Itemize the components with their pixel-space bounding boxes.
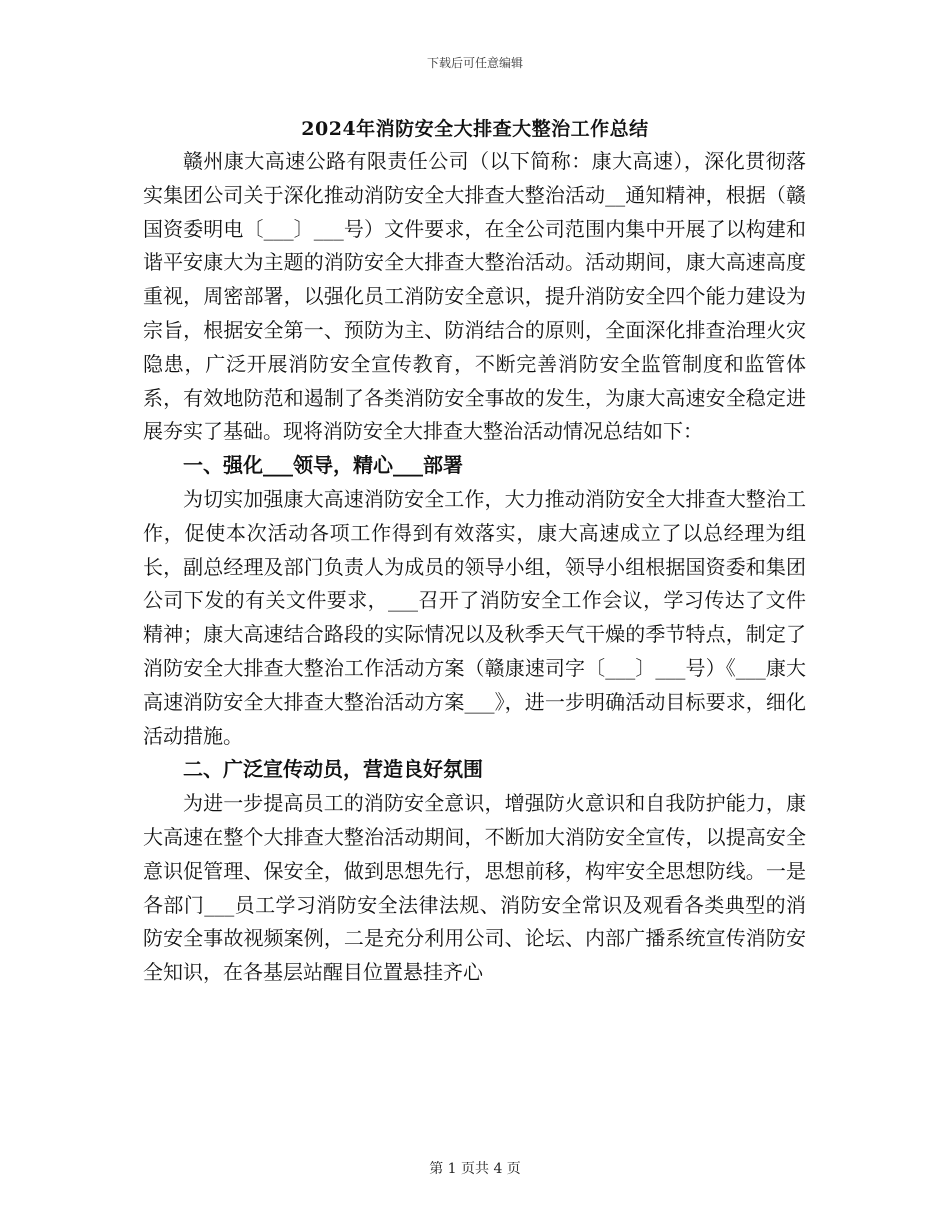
document-title: 2024年消防安全大排查大整治工作总结 bbox=[301, 118, 649, 140]
paragraph-intro: 赣州康大高速公路有限责任公司（以下简称：康大高速），深化贯彻落实集团公司关于深化推动消防安全大排查大整治活动__通知精神，根据（赣国资委明电〔___〕___号）文件要求，在全公司范围内集中开展了以构建和谐平安康大为主题的消防安全大排查大整治活动。活动期间，康大高速高度重视，周密部署，以强化员工消防安全意识，提升消防安全四个能力建设为宗旨，根据安全第一、预防为主、防消结合的原则，全面深化排查治理火灾隐患，广泛开展消防安全宣传教育，不断完善消防安全监管制度和监管体系，有效地防范和遏制了各类消防安全事故的发生，为康大高速安全稳定进展夯实了基础。现将消防安全大排查大整治活动情况总结如下： bbox=[143, 149, 806, 444]
document-body bbox=[143, 145, 806, 990]
paragraph-section-2: 为进一步提高员工的消防安全意识，增强防火意识和自我防护能力，康大高速在整个大排查大整治活动期间，不断加大消防安全宣传，以提高安全意识促管理、保安全，做到思想先行，思想前移，构牢安全思想防线。一是各部门___员工学习消防安全法律法规、消防安全常识及观看各类典型的消防安全事故视频案例，二是充分利用公司、论坛、内部广播系统宣传消防安全知识，在各基层站醒目位置悬挂齐心 bbox=[143, 791, 806, 985]
section-heading-1: 一、强化___领导，精心___部署 bbox=[183, 453, 463, 478]
page-number-footer: 第 1 页共 4 页 bbox=[429, 1161, 521, 1177]
header-note: 下载后可任意编辑 bbox=[426, 56, 523, 70]
section-heading-2: 二、广泛宣传动员，营造良好氛围 bbox=[183, 757, 483, 782]
paragraph-section-1: 为切实加强康大高速消防安全工作，大力推动消防安全大排查大整治工作，促使本次活动各项工作得到有效落实，康大高速成立了以总经理为组长，副总经理及部门负责人为成员的领导小组，领导小组根据国资委和集团公司下发的有关文件要求，___召开了消防安全工作会议，学习传达了文件精神；康大高速结合路段的实际情况以及秋季天气干燥的季节特点，制定了消防安全大排查大整治工作活动方案（赣康速司字〔___〕___号）《___康大高速消防安全大排查大整治活动方案___》，进一步明确活动目标要求，细化活动措施。 bbox=[143, 486, 806, 748]
